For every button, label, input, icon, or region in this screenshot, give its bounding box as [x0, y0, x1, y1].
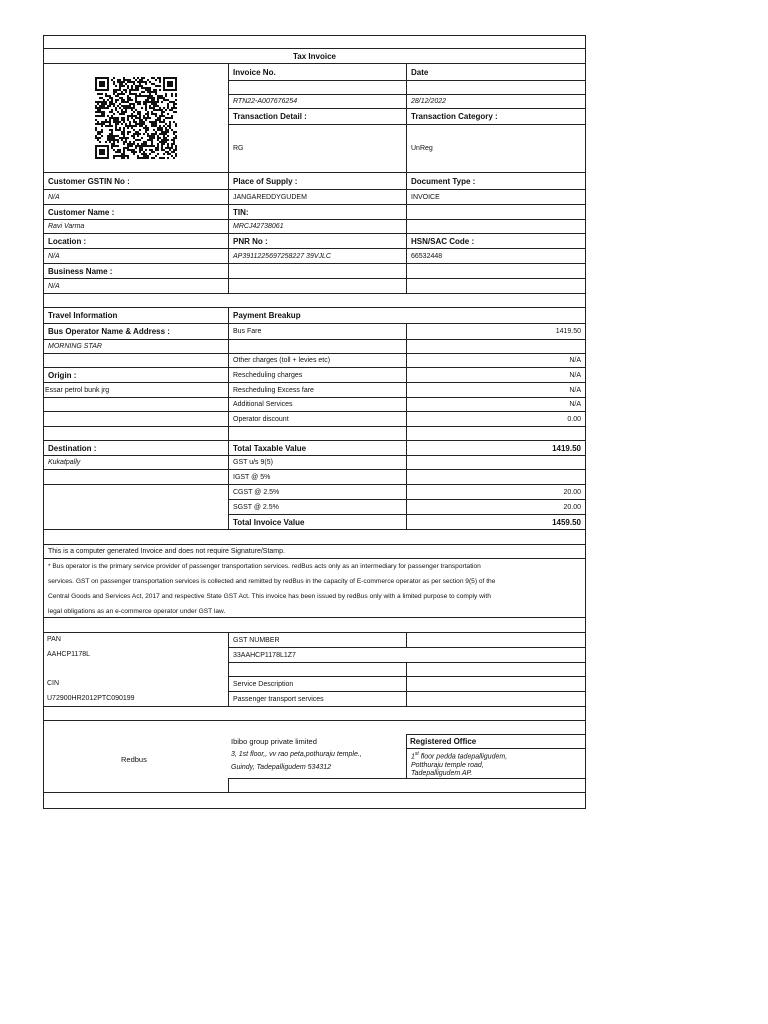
empty-cell — [43, 426, 229, 441]
disclaimer-line: services. GST on passenger transportation services is collected and remitted by redBus in the capacity of E-commerce operator as per section 9(5) of the — [48, 578, 496, 585]
document-type: INVOICE — [406, 189, 586, 205]
sgst-value: 20.00 — [406, 499, 586, 515]
rescheduling-charges-value: N/A — [406, 367, 586, 383]
computer-generated-note: This is a computer generated Invoice and does not require Signature/Stamp. — [43, 544, 586, 559]
bus-fare-label: Bus Fare — [228, 323, 407, 340]
empty-cell — [43, 484, 229, 530]
transaction-detail-label: Transaction Detail : — [228, 108, 407, 125]
company-address-line1: 3, 1st floor,, vv rao peta,pothuraju temple., — [231, 751, 362, 758]
customer-gstin: N/A — [43, 189, 229, 205]
empty-row — [43, 792, 586, 809]
bus-operator-label: Bus Operator Name & Address : — [43, 323, 229, 340]
empty-row — [43, 617, 586, 633]
customer-gstin-label: Customer GSTIN No : — [43, 172, 229, 190]
cin: U72900HR2012PTC090199 — [47, 695, 135, 702]
operator-discount-value: 0.00 — [406, 411, 586, 427]
empty-row — [43, 293, 586, 308]
cgst-value: 20.00 — [406, 484, 586, 500]
empty-cell — [406, 676, 586, 692]
customer-name: Ravi Varma — [43, 219, 229, 234]
other-charges-label: Other charges (toll + levies etc) — [228, 353, 407, 368]
empty-cell — [228, 339, 407, 354]
empty-cell — [406, 263, 586, 279]
document-type-label: Document Type : — [406, 172, 586, 190]
gst-number-label: GST NUMBER — [228, 632, 407, 648]
company-address-line2: Guindy, Tadepalligudem 534312 — [231, 764, 332, 771]
empty-row — [43, 706, 586, 721]
disclaimer-line: Central Goods and Services Act, 2017 and respective State GST Act. This invoice has been issued by redBus only with a limited purpose to comply with — [48, 593, 491, 600]
pnr-label: PNR No : — [228, 233, 407, 249]
empty-cell — [406, 469, 586, 485]
disclaimer — [43, 558, 586, 618]
total-invoice-label: Total Invoice Value — [228, 514, 407, 530]
cgst-label: CGST @ 2.5% — [228, 484, 407, 500]
service-description-label: Service Description — [228, 676, 407, 692]
company-name: Ibibo group private limited — [231, 737, 317, 746]
place-of-supply: JANGAREDDYGUDEM — [228, 189, 407, 205]
business-name-label: Business Name : — [43, 263, 229, 279]
empty-row — [43, 529, 586, 545]
bus-operator: MORNING STAR — [43, 339, 229, 354]
location-label: Location : — [43, 233, 229, 249]
empty-cell — [406, 455, 586, 470]
registered-office-address — [406, 748, 586, 779]
transaction-category: UnReg — [406, 124, 586, 173]
reg-line1-suffix: st — [414, 751, 419, 757]
empty-cell — [406, 426, 586, 441]
origin-label: Origin : — [43, 367, 229, 383]
empty-cell — [406, 632, 586, 648]
business-name: N/A — [43, 278, 229, 294]
gst-number: 33AAHCP1178L1Z7 — [228, 647, 586, 663]
empty-cell — [43, 411, 229, 427]
location: N/A — [43, 248, 229, 264]
payment-breakup-heading: Payment Breakup — [228, 307, 586, 324]
rescheduling-excess-label: Rescheduling Excess fare — [228, 382, 407, 398]
invoice-no: RTN22-A007676254 — [228, 94, 407, 109]
empty-cell — [228, 278, 407, 294]
origin: Essar petrol bunk jrg — [43, 382, 229, 398]
empty-cell — [43, 469, 229, 485]
total-taxable-value: 1419.50 — [406, 440, 586, 456]
pan-label: PAN — [47, 636, 61, 643]
empty-cell — [406, 204, 586, 220]
customer-name-label: Customer Name : — [43, 204, 229, 220]
tin-label: TIN: — [228, 204, 407, 220]
additional-services-value: N/A — [406, 397, 586, 412]
destination: Kukatpally — [43, 455, 229, 470]
tin: MRCJ42738061 — [228, 219, 407, 234]
empty-cell — [228, 778, 586, 793]
cin-label: CIN — [47, 680, 60, 687]
empty-cell — [228, 263, 407, 279]
bus-fare-value: 1419.50 — [406, 323, 586, 340]
invoice-no-label: Invoice No. — [228, 63, 407, 81]
additional-services-label: Additional Services — [228, 397, 407, 412]
empty-cell — [43, 353, 229, 368]
rescheduling-excess-value: N/A — [406, 382, 586, 398]
reg-address-line3: Tadepalligudem AP. — [411, 770, 473, 778]
date-label: Date — [406, 63, 586, 81]
service-description: Passenger transport services — [228, 691, 407, 707]
hsn-code: 66532448 — [406, 248, 586, 264]
qr-code — [93, 77, 179, 159]
empty-cell — [43, 397, 229, 412]
empty-row — [43, 35, 586, 49]
gst-label: GST u/s 9(5) — [228, 455, 407, 470]
reg-line1-text: floor pedda tadepalligudem, — [418, 753, 508, 761]
reg-line1-number: 1 — [411, 753, 415, 761]
empty-cell — [406, 691, 586, 707]
destination-label: Destination : — [43, 440, 229, 456]
travel-info-heading: Travel Information — [43, 307, 229, 324]
transaction-detail: RG — [228, 124, 407, 173]
disclaimer-line: legal obligations as an e-commerce operator under GST law. — [48, 608, 226, 615]
empty-cell — [406, 339, 586, 354]
pnr: AP3911225697258227 39VJLC — [228, 248, 407, 264]
transaction-category-label: Transaction Category : — [406, 108, 586, 125]
invoice-date: 28/12/2022 — [406, 94, 586, 109]
empty-cell — [228, 662, 407, 677]
empty-cell — [406, 219, 586, 234]
empty-cell — [406, 662, 586, 677]
empty-cell — [406, 80, 586, 95]
place-of-supply-label: Place of Supply : — [228, 172, 407, 190]
operator-discount-label: Operator discount — [228, 411, 407, 427]
igst-label: IGST @ 5% — [228, 469, 407, 485]
total-invoice-value: 1459.50 — [406, 514, 586, 530]
redbus-brand: Redbus — [121, 755, 147, 764]
qr-code-cell — [43, 63, 229, 173]
reg-address-line2: Potthuraju temple road, — [411, 761, 484, 769]
empty-cell — [406, 278, 586, 294]
disclaimer-line: * Bus operator is the primary service provider of passenger transportation services. redBus acts only as an intermediary for passenger transportation — [48, 563, 481, 570]
hsn-label: HSN/SAC Code : — [406, 233, 586, 249]
rescheduling-charges-label: Rescheduling charges — [228, 367, 407, 383]
empty-cell — [228, 80, 407, 95]
invoice-title: Tax Invoice — [43, 48, 586, 64]
pan: AAHCP1178L — [47, 651, 91, 658]
sgst-label: SGST @ 2.5% — [228, 499, 407, 515]
empty-cell — [228, 426, 407, 441]
registered-office-label: Registered Office — [406, 734, 586, 749]
other-charges-value: N/A — [406, 353, 586, 368]
total-taxable-label: Total Taxable Value — [228, 440, 407, 456]
reg-address-line1 — [411, 750, 507, 762]
